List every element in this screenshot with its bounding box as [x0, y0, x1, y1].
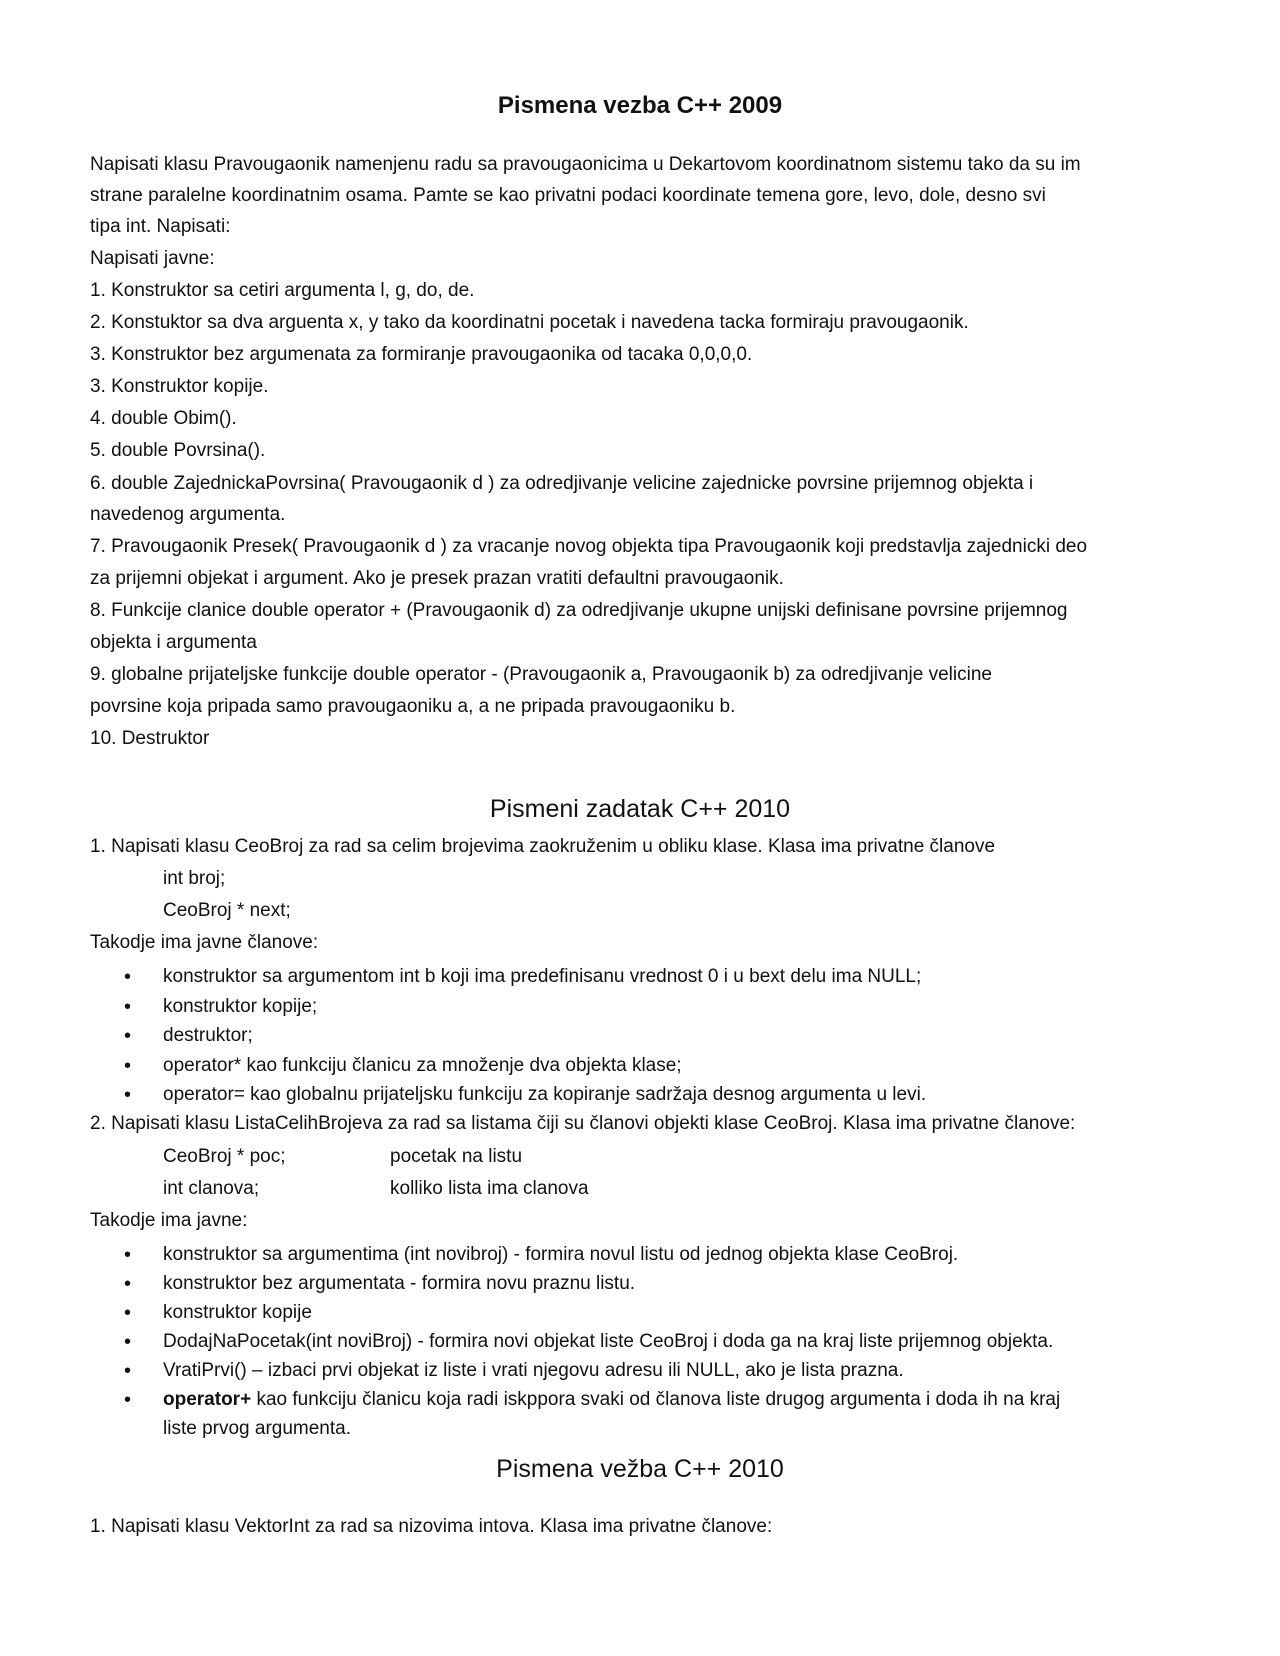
- section1-line-4: Napisati javne:: [90, 248, 215, 269]
- section1-line-8: 3. Konstruktor kopije.: [90, 376, 269, 397]
- section1-line-1: Napisati klasu Pravougaonik namenjenu radu sa pravougaonicima u Dekartovom koordinatnom sistemu tako da su im: [90, 154, 1081, 175]
- bullet-icon: •: [124, 1244, 132, 1266]
- list-item-text: konstruktor bez argumentata - formira novu praznu listu.: [163, 1273, 636, 1294]
- bullet-icon: •: [124, 1273, 132, 1295]
- list-item-text: operator= kao globalnu prijateljsku funkciju za kopiranje sadržaja desnog argumenta u levi.: [163, 1084, 927, 1105]
- list-item-text: konstruktor sa argumentom int b koji ima predefinisanu vrednost 0 i u bext delu ima NULL;: [163, 966, 922, 987]
- list-item-text: operator* kao funkciju članicu za množenje dva objekta klase;: [163, 1055, 682, 1076]
- section1-line-3: tipa int. Napisati:: [90, 216, 231, 237]
- section1-line-16: objekta i argumenta: [90, 632, 257, 653]
- bullet-icon: •: [124, 966, 132, 988]
- bullet-icon: •: [124, 1360, 132, 1382]
- section2-task2-public-label: Takodje ima javne:: [90, 1210, 248, 1231]
- section1-line-17: 9. globalne prijateljske funkcije double operator - (Pravougaonik a, Pravougaonik b) za odredjivanje velicine: [90, 664, 992, 685]
- section1-line-5: 1. Konstruktor sa cetiri argumenta l, g, do, de.: [90, 280, 475, 301]
- member-decl: CeoBroj * poc;: [163, 1146, 286, 1167]
- list-item-text: konstruktor kopije;: [163, 996, 318, 1017]
- member-desc: pocetak na listu: [390, 1146, 523, 1167]
- bullet-icon: •: [124, 1302, 132, 1324]
- section3-task1-intro: 1. Napisati klasu VektorInt za rad sa nizovima intova. Klasa ima privatne članove:: [90, 1516, 773, 1537]
- section1-line-13: 7. Pravougaonik Presek( Pravougaonik d ) za vracanje novog objekta tipa Pravougaonik koji predstavlja zajednicki deo: [90, 536, 1088, 557]
- bullet-icon: •: [124, 1331, 132, 1353]
- section1-line-10: 5. double Povrsina().: [90, 440, 266, 461]
- section1-line-19: 10. Destruktor: [90, 728, 210, 749]
- bullet-icon: •: [124, 1389, 132, 1411]
- section1-title: Pismena vezba C++ 2009: [497, 92, 783, 119]
- bullet-icon: •: [124, 996, 132, 1018]
- member-decl: int clanova;: [163, 1178, 260, 1199]
- list-item-text: DodajNaPocetak(int noviBroj) - formira novi objekat liste CeoBroj i doda ga na kraj liste prijemnog objekta.: [163, 1331, 1054, 1352]
- list-item-text: [163, 1388, 1060, 1412]
- section1-line-7: 3. Konstruktor bez argumenata za formiranje pravougaonika od tacaka 0,0,0,0.: [90, 344, 753, 365]
- bullet-icon: •: [124, 1055, 132, 1077]
- list-item-text: VratiPrvi() – izbaci prvi objekat iz liste i vrati njegovu adresu ili NULL, ako je lista prazna.: [163, 1360, 904, 1381]
- section1-line-18: povrsine koja pripada samo pravougaoniku a, a ne pripada pravougaoniku b.: [90, 696, 736, 717]
- section2-task2-member-1: [163, 1145, 1273, 1169]
- section1-line-12: navedenog argumenta.: [90, 504, 286, 525]
- list-item-text: liste prvog argumenta.: [163, 1418, 351, 1439]
- section1-line-6: 2. Konstuktor sa dva arguenta x, y tako da koordinatni pocetak i navedena tacka formiraju pravougaonik.: [90, 312, 969, 333]
- list-item-text: destruktor;: [163, 1025, 253, 1046]
- bullet-icon: •: [124, 1084, 132, 1106]
- section2-task1-intro: 1. Napisati klasu CeoBroj za rad sa celim brojevima zaokruženim u obliku klase. Klasa ima privatne članove: [90, 836, 996, 857]
- section1-line-11: 6. double ZajednickaPovrsina( Pravougaonik d ) za odredjivanje velicine zajednicke povrsine prijemnog objekta i: [90, 473, 1034, 494]
- section2-task1-public-label: Takodje ima javne članove:: [90, 932, 319, 953]
- section2-task2-intro: 2. Napisati klasu ListaCelihBrojeva za rad sa listama čiji su članovi objekti klase CeoBroj. Klasa ima privatne članove:: [90, 1113, 1076, 1134]
- section1-line-15: 8. Funkcije clanice double operator + (Pravougaonik d) za odredjivanje ukupne unijski definisane povrsine prijemnog: [90, 600, 1068, 621]
- operator-plus-desc: kao funkciju članicu koja radi iskppora svaki od članova liste drugog argumenta i doda ih na kraj: [251, 1389, 1061, 1410]
- bullet-icon: •: [124, 1025, 132, 1047]
- section2-task2-member-2: [163, 1177, 1273, 1201]
- list-item-text: konstruktor kopije: [163, 1302, 312, 1323]
- section2-title: Pismeni zadatak C++ 2010: [489, 795, 791, 823]
- list-item-text: konstruktor sa argumentima (int novibroj) - formira novul listu od jednog objekta klase CeoBroj.: [163, 1244, 959, 1265]
- section1-line-2: strane paralelne koordinatnim osama. Pamte se kao privatni podaci koordinate temena gore, levo, dole, desno svi: [90, 185, 1046, 206]
- section2-task1-member-1: int broj;: [163, 868, 226, 889]
- section3-title: Pismena vežba C++ 2010: [496, 1455, 784, 1483]
- section1-line-9: 4. double Obim().: [90, 408, 237, 429]
- section2-task1-member-2: CeoBroj * next;: [163, 900, 291, 921]
- member-desc: kolliko lista ima clanova: [390, 1178, 589, 1199]
- operator-plus-label: operator+: [163, 1389, 252, 1410]
- section1-line-14: za prijemni objekat i argument. Ako je presek prazan vratiti defaultni pravougaonik.: [90, 568, 784, 589]
